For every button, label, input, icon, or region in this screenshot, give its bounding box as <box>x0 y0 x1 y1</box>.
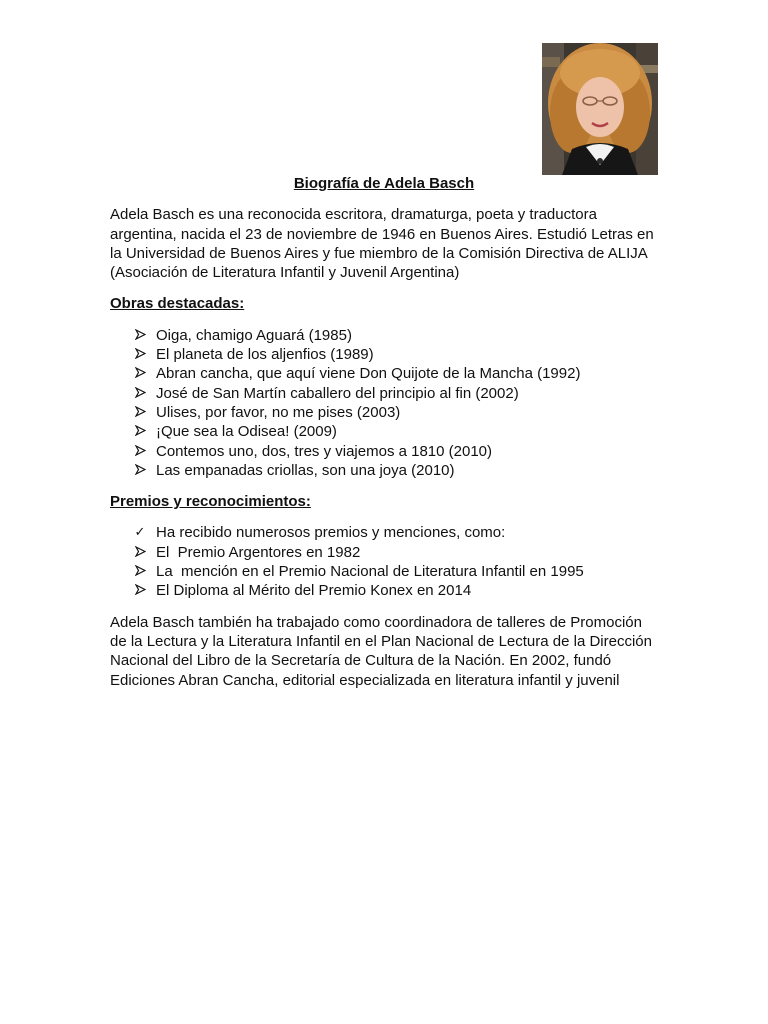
work-title: ¡Que sea la Odisea! (2009) <box>156 423 337 441</box>
arrow-bullet-icon <box>132 581 148 600</box>
list-item <box>110 326 658 345</box>
list-item <box>110 422 658 441</box>
arrow-bullet-icon <box>132 364 148 383</box>
closing-paragraph: Adela Basch también ha trabajado como coordinadora de talleres de Promoción de la Lectura y la Literatura Infantil en el Plan Nacional de Lectura de la Dirección Nacional del Libro de la Secretaría de Cultura de la Nación. En 2002, fundó Ediciones Abran Cancha, editorial especializada en literatura infantil y juvenil <box>110 613 652 689</box>
arrow-bullet-icon <box>132 403 148 422</box>
check-bullet-icon: ✓ <box>134 525 146 541</box>
award-text: Ha recibido numerosos premios y menciones, como: <box>156 524 506 542</box>
list-item <box>110 403 658 422</box>
work-title: José de San Martín caballero del principio al fin (2002) <box>156 384 519 402</box>
intro-paragraph: Adela Basch es una reconocida escritora, dramaturga, poeta y traductora argentina, nacida el 23 de noviembre de 1946 en Buenos Aires. Estudió Letras en la Universidad de Buenos Aires y fue miembro de la Comisión Directiva de ALIJA (Asociación de Literatura Infantil y Juvenil Argentina) <box>110 206 654 282</box>
arrow-bullet-icon <box>132 461 148 480</box>
work-title: Contemos uno, dos, tres y viajemos a 1810 (2010) <box>156 442 493 460</box>
list-item <box>110 384 658 403</box>
arrow-bullet-icon <box>132 543 148 562</box>
list-item <box>110 364 658 383</box>
arrow-bullet-icon <box>132 442 148 461</box>
award-text: El Diploma al Mérito del Premio Konex en 2014 <box>156 582 472 600</box>
arrow-bullet-icon <box>132 562 148 581</box>
list-item <box>110 345 658 364</box>
list-item <box>110 461 658 480</box>
works-heading: Obras destacadas: <box>110 295 245 313</box>
works-list <box>110 326 658 480</box>
award-text: El Premio Argentores en 1982 <box>156 543 361 561</box>
list-item <box>110 523 658 542</box>
awards-heading: Premios y reconocimientos: <box>110 493 311 511</box>
award-text: La mención en el Premio Nacional de Literatura Infantil en 1995 <box>156 563 584 581</box>
arrow-bullet-icon <box>132 326 148 345</box>
work-title: Oiga, chamigo Aguará (1985) <box>156 326 352 344</box>
work-title: Ulises, por favor, no me pises (2003) <box>156 403 401 421</box>
arrow-bullet-icon <box>132 422 148 441</box>
author-portrait <box>542 43 658 175</box>
arrow-bullet-icon <box>132 345 148 364</box>
awards-list <box>110 523 658 600</box>
list-item <box>110 442 658 461</box>
arrow-bullet-icon <box>132 384 148 403</box>
list-item <box>110 581 658 600</box>
work-title: Abran cancha, que aquí viene Don Quijote de la Mancha (1992) <box>156 365 581 383</box>
list-item <box>110 562 658 581</box>
list-item <box>110 543 658 562</box>
document-body <box>110 172 658 702</box>
document-title: Biografía de Adela Basch <box>293 175 475 192</box>
work-title: El planeta de los aljenfios (1989) <box>156 346 374 364</box>
portrait-image <box>542 43 658 175</box>
work-title: Las empanadas criollas, son una joya (2010) <box>156 461 455 479</box>
